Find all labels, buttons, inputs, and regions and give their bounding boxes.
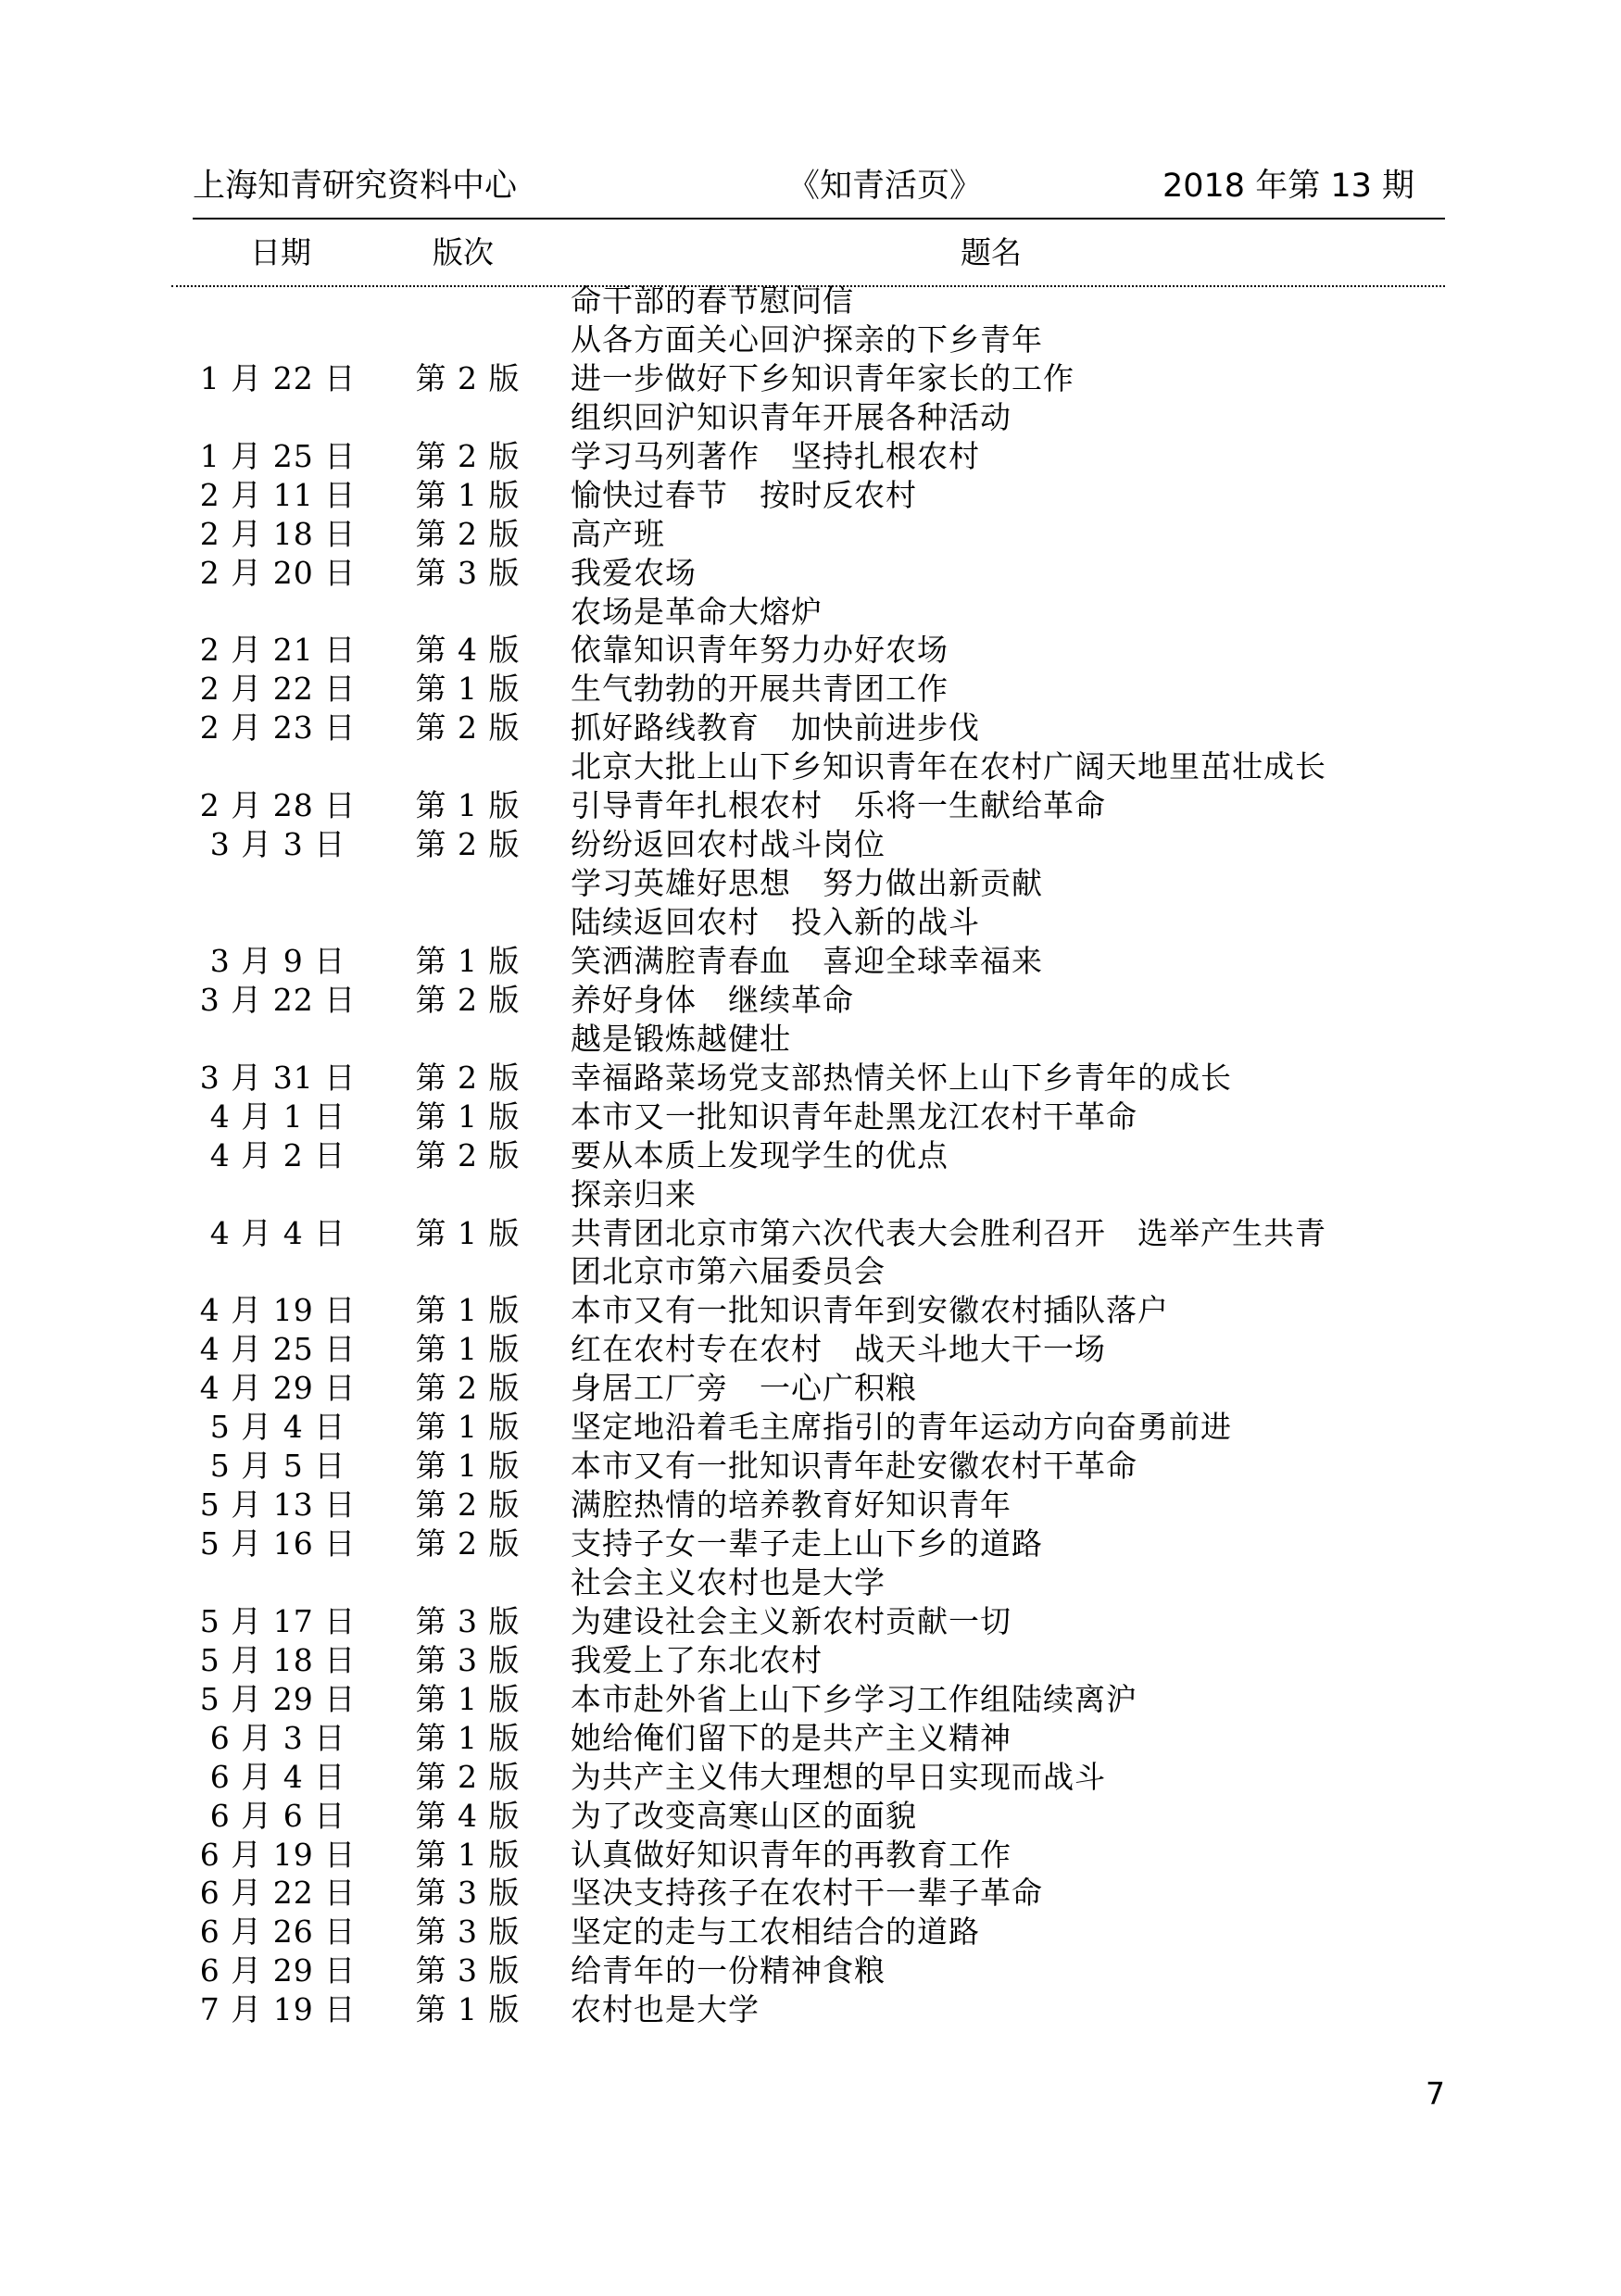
row-edition: 第 1 版 bbox=[415, 1448, 521, 1485]
table-row bbox=[0, 1020, 1621, 1059]
table-row bbox=[0, 1602, 1621, 1641]
table-row bbox=[0, 1214, 1621, 1253]
row-edition: 第 2 版 bbox=[415, 359, 521, 396]
table-row bbox=[0, 903, 1621, 942]
row-title: 坚决支持孩子在农村干一辈子革命 bbox=[571, 1875, 1043, 1912]
row-date: 3 月 9 日 bbox=[209, 942, 346, 979]
row-title: 为建设社会主义新农村贡献一切 bbox=[571, 1602, 1012, 1639]
row-edition: 第 1 版 bbox=[415, 1719, 521, 1756]
row-date: 4 月 25 日 bbox=[199, 1331, 357, 1368]
row-edition: 第 1 版 bbox=[415, 787, 521, 824]
row-date: 5 月 5 日 bbox=[209, 1448, 346, 1485]
row-title: 探亲归来 bbox=[571, 1175, 697, 1212]
row-title: 本市又有一批知识青年赴安徽农村干革命 bbox=[571, 1448, 1137, 1485]
table-row bbox=[0, 1447, 1621, 1486]
row-edition: 第 2 版 bbox=[415, 515, 521, 552]
row-title: 为共产主义伟大理想的早日实现而战斗 bbox=[571, 1758, 1106, 1795]
header-rule bbox=[193, 218, 1445, 220]
row-title: 笑洒满腔青春血 喜迎全球幸福来 bbox=[571, 942, 1043, 979]
row-edition: 第 2 版 bbox=[415, 1525, 521, 1562]
row-edition: 第 3 版 bbox=[415, 1875, 521, 1912]
row-title: 本市又一批知识青年赴黑龙江农村干革命 bbox=[571, 1098, 1137, 1135]
table-row bbox=[0, 1136, 1621, 1175]
row-date: 6 月 4 日 bbox=[209, 1758, 346, 1795]
table-row bbox=[0, 709, 1621, 747]
table-row bbox=[0, 554, 1621, 593]
row-title: 满腔热情的培养教育好知识青年 bbox=[571, 1487, 1012, 1524]
table-row bbox=[0, 864, 1621, 903]
table-row bbox=[0, 593, 1621, 632]
row-date: 3 月 31 日 bbox=[199, 1059, 357, 1096]
row-date: 5 月 18 日 bbox=[199, 1641, 357, 1678]
row-title: 我爱农场 bbox=[571, 554, 697, 591]
row-edition: 第 4 版 bbox=[415, 632, 521, 669]
row-edition: 第 1 版 bbox=[415, 1214, 521, 1251]
row-date: 6 月 19 日 bbox=[199, 1836, 357, 1873]
row-edition: 第 2 版 bbox=[415, 981, 521, 1018]
row-edition: 第 2 版 bbox=[415, 1487, 521, 1524]
column-header-date: 日期 bbox=[250, 234, 311, 270]
table-row bbox=[0, 515, 1621, 554]
row-title: 共青团北京市第六次代表大会胜利召开 选举产生共青 bbox=[571, 1214, 1326, 1251]
row-date: 5 月 4 日 bbox=[209, 1409, 346, 1446]
row-title: 陆续返回农村 投入新的战斗 bbox=[571, 904, 980, 940]
row-edition: 第 2 版 bbox=[415, 1059, 521, 1096]
row-title: 本市又有一批知识青年到安徽农村插队落户 bbox=[571, 1292, 1169, 1329]
table-row bbox=[0, 1563, 1621, 1602]
row-date: 2 月 23 日 bbox=[199, 709, 357, 747]
row-date: 4 月 4 日 bbox=[209, 1214, 346, 1251]
row-title: 幸福路菜场党支部热情关怀上山下乡青年的成长 bbox=[571, 1059, 1232, 1096]
row-title: 进一步做好下乡知识青年家长的工作 bbox=[571, 359, 1074, 396]
table-row bbox=[0, 670, 1621, 709]
row-title: 组织回沪知识青年开展各种活动 bbox=[571, 398, 1012, 435]
table-row bbox=[0, 1291, 1621, 1330]
row-title: 坚定地沿着毛主席指引的青年运动方向奋勇前进 bbox=[571, 1409, 1232, 1446]
header-org: 上海知青研究资料中心 bbox=[193, 168, 518, 205]
row-title: 依靠知识青年努力办好农场 bbox=[571, 632, 949, 669]
table-row bbox=[0, 1059, 1621, 1098]
row-edition: 第 3 版 bbox=[415, 1913, 521, 1951]
header-issue: 2018 年第 13 期 bbox=[1162, 168, 1414, 205]
row-title: 团北京市第六届委员会 bbox=[571, 1253, 886, 1290]
table-row bbox=[0, 1874, 1621, 1913]
row-title: 她给俺们留下的是共产主义精神 bbox=[571, 1719, 1012, 1756]
table-row bbox=[0, 1836, 1621, 1875]
table-row bbox=[0, 786, 1621, 825]
row-title: 社会主义农村也是大学 bbox=[571, 1563, 886, 1600]
row-edition: 第 1 版 bbox=[415, 1292, 521, 1329]
row-title: 命干部的春节慰问信 bbox=[571, 282, 854, 319]
table-row bbox=[0, 1524, 1621, 1563]
row-title: 支持子女一辈子走上山下乡的道路 bbox=[571, 1525, 1043, 1562]
row-title: 要从本质上发现学生的优点 bbox=[571, 1136, 949, 1173]
row-title: 农村也是大学 bbox=[571, 1991, 760, 2028]
row-edition: 第 4 版 bbox=[415, 1797, 521, 1834]
row-title: 身居工厂旁 一心广积粮 bbox=[571, 1370, 917, 1407]
row-edition: 第 2 版 bbox=[415, 1758, 521, 1795]
table-row bbox=[0, 1369, 1621, 1408]
row-edition: 第 1 版 bbox=[415, 942, 521, 979]
row-date: 2 月 20 日 bbox=[199, 554, 357, 591]
page-number: 7 bbox=[1426, 2076, 1445, 2112]
row-edition: 第 1 版 bbox=[415, 1409, 521, 1446]
table-row bbox=[0, 398, 1621, 437]
row-title: 农场是革命大熔炉 bbox=[571, 593, 823, 630]
table-row bbox=[0, 1719, 1621, 1758]
row-title: 从各方面关心回沪探亲的下乡青年 bbox=[571, 320, 1043, 358]
row-date: 6 月 26 日 bbox=[199, 1913, 357, 1951]
row-date: 4 月 1 日 bbox=[209, 1098, 346, 1135]
table-row bbox=[0, 1408, 1621, 1447]
row-title: 本市赴外省上山下乡学习工作组陆续离沪 bbox=[571, 1680, 1137, 1717]
row-edition: 第 2 版 bbox=[415, 709, 521, 747]
row-edition: 第 1 版 bbox=[415, 1991, 521, 2028]
row-title: 红在农村专在农村 战天斗地大干一场 bbox=[571, 1331, 1106, 1368]
table-row bbox=[0, 1797, 1621, 1836]
row-title: 越是锻炼越健壮 bbox=[571, 1020, 791, 1057]
row-date: 2 月 22 日 bbox=[199, 671, 357, 708]
row-title: 学习马列著作 坚持扎根农村 bbox=[571, 437, 980, 474]
row-edition: 第 1 版 bbox=[415, 671, 521, 708]
row-date: 1 月 25 日 bbox=[199, 437, 357, 474]
row-edition: 第 2 版 bbox=[415, 437, 521, 474]
row-edition: 第 2 版 bbox=[415, 1370, 521, 1407]
table-row bbox=[0, 320, 1621, 359]
row-date: 5 月 16 日 bbox=[199, 1525, 357, 1562]
row-edition: 第 3 版 bbox=[415, 1641, 521, 1678]
table-row bbox=[0, 942, 1621, 981]
table-row bbox=[0, 1951, 1621, 1990]
index-table bbox=[0, 282, 1621, 2029]
table-row bbox=[0, 825, 1621, 864]
row-date: 2 月 21 日 bbox=[199, 632, 357, 669]
row-date: 4 月 29 日 bbox=[199, 1370, 357, 1407]
row-edition: 第 1 版 bbox=[415, 1836, 521, 1873]
table-row bbox=[0, 1990, 1621, 2029]
row-date: 2 月 18 日 bbox=[199, 515, 357, 552]
table-row bbox=[0, 476, 1621, 515]
table-row bbox=[0, 631, 1621, 670]
row-date: 5 月 17 日 bbox=[199, 1602, 357, 1639]
row-edition: 第 1 版 bbox=[415, 1098, 521, 1135]
row-title: 我爱上了东北农村 bbox=[571, 1641, 823, 1678]
header-journal: 《知青活页》 bbox=[787, 168, 983, 205]
row-edition: 第 1 版 bbox=[415, 476, 521, 513]
row-title: 坚定的走与工农相结合的道路 bbox=[571, 1913, 980, 1951]
row-date: 2 月 11 日 bbox=[199, 476, 357, 513]
row-edition: 第 2 版 bbox=[415, 826, 521, 863]
row-edition: 第 1 版 bbox=[415, 1331, 521, 1368]
row-title: 给青年的一份精神食粮 bbox=[571, 1952, 886, 1989]
row-date: 2 月 28 日 bbox=[199, 787, 357, 824]
row-date: 6 月 6 日 bbox=[209, 1797, 346, 1834]
row-title: 认真做好知识青年的再教育工作 bbox=[571, 1836, 1012, 1873]
table-row bbox=[0, 981, 1621, 1020]
table-row bbox=[0, 1330, 1621, 1369]
row-date: 3 月 3 日 bbox=[209, 826, 346, 863]
row-date: 3 月 22 日 bbox=[199, 981, 357, 1018]
table-row bbox=[0, 1252, 1621, 1291]
row-title: 高产班 bbox=[571, 515, 665, 552]
row-edition: 第 2 版 bbox=[415, 1136, 521, 1173]
table-row bbox=[0, 437, 1621, 476]
table-row bbox=[0, 359, 1621, 398]
row-date: 4 月 2 日 bbox=[209, 1136, 346, 1173]
table-row bbox=[0, 747, 1621, 786]
row-title: 纷纷返回农村战斗岗位 bbox=[571, 826, 886, 863]
row-title: 愉快过春节 按时反农村 bbox=[571, 476, 917, 513]
column-header-title: 题名 bbox=[961, 234, 1022, 270]
row-edition: 第 3 版 bbox=[415, 554, 521, 591]
table-row bbox=[0, 1758, 1621, 1797]
row-edition: 第 3 版 bbox=[415, 1952, 521, 1989]
table-row bbox=[0, 1641, 1621, 1680]
table-row bbox=[0, 1680, 1621, 1719]
row-title: 北京大批上山下乡知识青年在农村广阔天地里茁壮成长 bbox=[571, 748, 1326, 785]
table-row bbox=[0, 1913, 1621, 1951]
row-edition: 第 3 版 bbox=[415, 1602, 521, 1639]
row-date: 6 月 22 日 bbox=[199, 1875, 357, 1912]
row-title: 为了改变高寒山区的面貌 bbox=[571, 1797, 917, 1834]
row-title: 引导青年扎根农村 乐将一生献给革命 bbox=[571, 787, 1106, 824]
row-title: 养好身体 继续革命 bbox=[571, 981, 854, 1018]
row-date: 6 月 3 日 bbox=[209, 1719, 346, 1756]
table-row bbox=[0, 1175, 1621, 1214]
row-date: 1 月 22 日 bbox=[199, 359, 357, 396]
row-title: 学习英雄好思想 努力做出新贡献 bbox=[571, 865, 1043, 902]
row-edition: 第 1 版 bbox=[415, 1680, 521, 1717]
row-date: 5 月 13 日 bbox=[199, 1487, 357, 1524]
table-row bbox=[0, 282, 1621, 320]
row-title: 生气勃勃的开展共青团工作 bbox=[571, 671, 949, 708]
row-date: 6 月 29 日 bbox=[199, 1952, 357, 1989]
column-header-edition: 版次 bbox=[433, 234, 494, 270]
row-date: 5 月 29 日 bbox=[199, 1680, 357, 1717]
table-row bbox=[0, 1486, 1621, 1524]
row-title: 抓好路线教育 加快前进步伐 bbox=[571, 709, 980, 747]
table-row bbox=[0, 1098, 1621, 1136]
row-date: 7 月 19 日 bbox=[199, 1991, 357, 2028]
row-date: 4 月 19 日 bbox=[199, 1292, 357, 1329]
